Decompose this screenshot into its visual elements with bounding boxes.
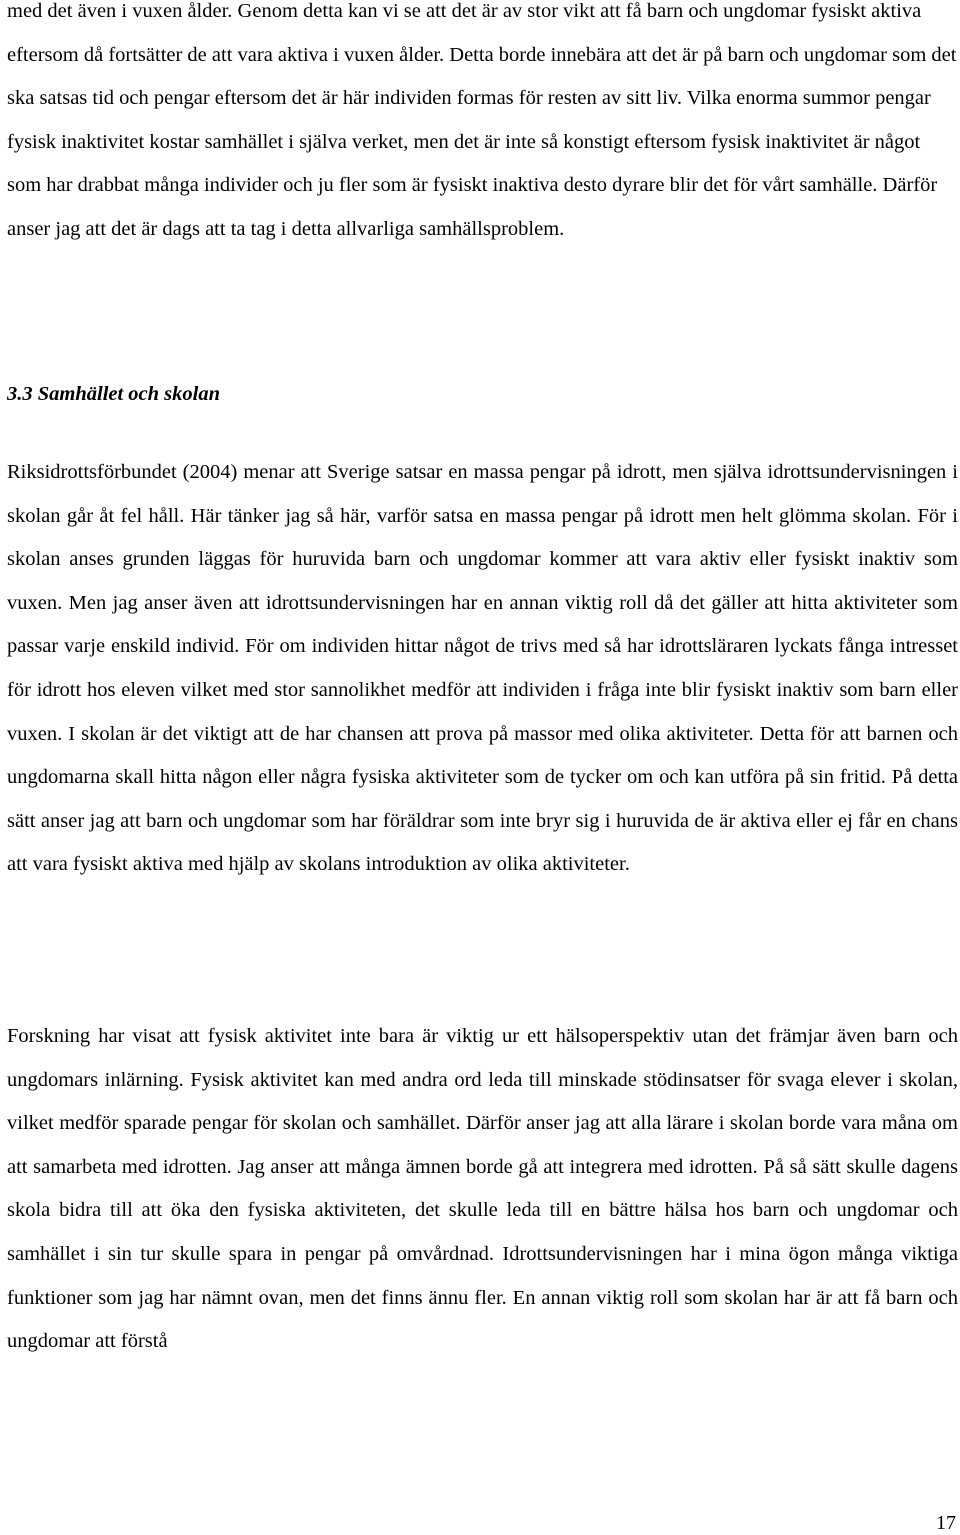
body-paragraph-3: Forskning har visat att fysisk aktivitet inte bara är viktig ur ett hälsoperspektiv utan det främjar även barn och ungdomars inlärning. Fysisk aktivitet kan med andra ord leda till minskade stödinsatser för svaga elever i skolan, vilket medför sparade pengar för skolan och samhället. Därför anser jag att alla lärare i skolan borde vara måna om att samarbeta med idrotten. Jag anser att många ämnen borde gå att integrera med idrotten. På så sätt skulle dagens skola bidra till att öka den fysiska aktiviteten, det skulle leda till en bättre hälsa hos barn och ungdomar och samhället i sin tur skulle spara in pengar på omvårdnad. Idrottsundervisningen har i mina ögon många viktiga funktioner som jag har nämnt ovan, men det finns ännu fler. En annan viktig roll som skolan har är att få barn och ungdomar att förstå [7,1025,958,1353]
page-number: 17 [936,1512,956,1534]
section-heading: 3.3 Samhället och skolan [7,383,221,405]
body-paragraph-1: med det även i vuxen ålder. Genom detta kan vi se att det är av stor vikt att få barn och ungdomar fysiskt aktiva eftersom då fortsätter de att vara aktiva i vuxen ålder. Detta borde innebära att det är på barn och ungdomar som det ska satsas tid och pengar eftersom det är här individen formas för resten av sitt liv. Vilka enorma summor pengar fysisk inaktivitet kostar samhället i själva verket, men det är inte så konstigt eftersom fysisk inaktivitet är något som har drabbat många individer och ju fler som är fysiskt inaktiva desto dyrare blir det för vårt samhälle. Därför anser jag att det är dags att ta tag i detta allvarliga samhällsproblem. [7,0,957,240]
body-paragraph-2: Riksidrottsförbundet (2004) menar att Sverige satsar en massa pengar på idrott, men själva idrottsundervisningen i skolan går åt fel håll. Här tänker jag så här, varför satsa en massa pengar på idrott men helt glömma skolan. För i skolan anses grunden läggas för huruvida barn och ungdomar kommer att vara aktiv eller fysiskt inaktiv som vuxen. Men jag anser även att idrottsundervisningen har en annan viktig roll då det gäller att hitta aktiviteter som passar varje enskild individ. För om individen hittar något de trivs med så har idrottsläraren lyckats fånga intresset för idrott hos eleven vilket med stor sannolikhet medför att individen i fråga inte blir fysiskt inaktiv som barn eller vuxen. I skolan är det viktigt att de har chansen att prova på massor med olika aktiviteter. Detta för att barnen och ungdomarna skall hitta någon eller några fysiska aktiviteter som de tycker om och kan utföra på sin fritid. På detta sätt anser jag att barn och ungdomar som har föräldrar som inte bryr sig i huruvida de är aktiva eller ej får en chans att vara fysiskt aktiva med hjälp av skolans introduktion av olika aktiviteter. [7,461,958,876]
